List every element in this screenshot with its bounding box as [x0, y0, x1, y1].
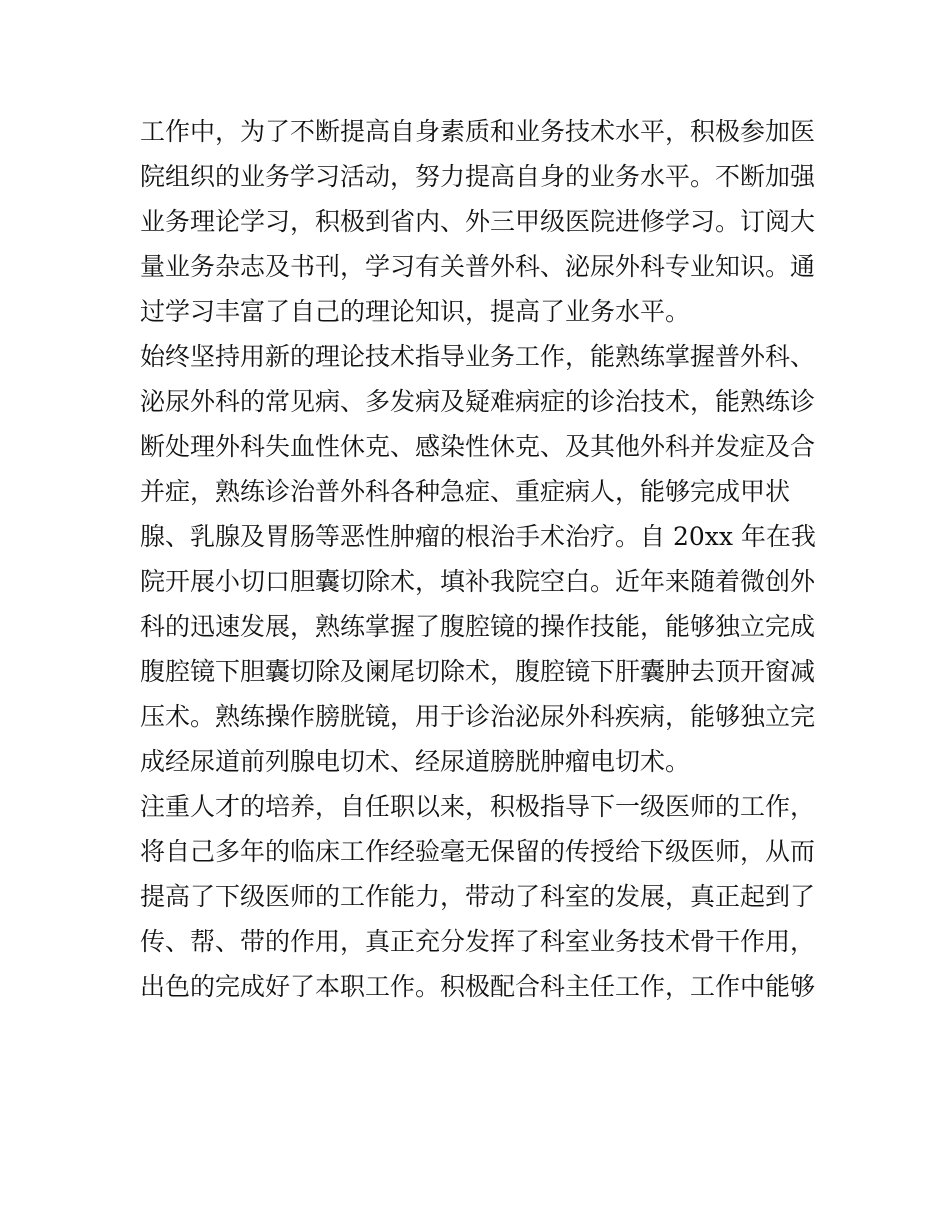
text-line: 腹腔镜下胆囊切除及阑尾切除术，腹腔镜下肝囊肿去顶开窗减 [140, 657, 816, 686]
text-line: 出色的完成好了本职工作。积极配合科主任工作，工作中能够 [140, 972, 816, 1001]
text-line: 断处理外科失血性休克、感染性休克、及其他外科并发症及合 [140, 432, 816, 461]
text-line: 提高了下级医师的工作能力，带动了科室的发展，真正起到了 [140, 882, 816, 911]
text-line: 工作中，为了不断提高自身素质和业务技术水平，积极参加医 [140, 117, 816, 146]
text-line: 并症，熟练诊治普外科各种急症、重症病人，能够完成甲状 [140, 477, 791, 506]
document-body [140, 109, 820, 1009]
text-line: 院组织的业务学习活动，努力提高自身的业务水平。不断加强 [140, 162, 816, 191]
text-line: 注重人才的培养，自任职以来，积极指导下一级医师的工作， [140, 792, 816, 821]
text-line: 业务理论学习，积极到省内、外三甲级医院进修学习。订阅大 [140, 207, 816, 236]
text-line: 腺、乳腺及胃肠等恶性肿瘤的根治手术治疗。自 20xx 年在我 [140, 522, 816, 551]
text-line: 过学习丰富了自己的理论知识，提高了业务水平。 [140, 297, 691, 326]
text-line: 量业务杂志及书刊，学习有关普外科、泌尿外科专业知识。通 [140, 252, 816, 281]
text-line: 院开展小切口胆囊切除术，填补我院空白。近年来随着微创外 [140, 567, 816, 596]
text-line: 始终坚持用新的理论技术指导业务工作，能熟练掌握普外科、 [140, 342, 816, 371]
text-line: 传、帮、带的作用，真正充分发挥了科室业务技术骨干作用， [140, 927, 816, 956]
text-line: 将自己多年的临床工作经验毫无保留的传授给下级医师，从而 [140, 837, 816, 866]
text-line: 压术。熟练操作膀胱镜，用于诊治泌尿外科疾病，能够独立完 [140, 702, 816, 731]
text-line: 成经尿道前列腺电切术、经尿道膀胱肿瘤电切术。 [140, 747, 691, 776]
paragraph-clinical-skills [140, 334, 820, 784]
paragraph-training [140, 784, 820, 1009]
paragraph-study [140, 109, 820, 334]
text-line: 科的迅速发展，熟练掌握了腹腔镜的操作技能，能够独立完成 [140, 612, 816, 641]
text-line: 泌尿外科的常见病、多发病及疑难病症的诊治技术，能熟练诊 [140, 387, 816, 416]
